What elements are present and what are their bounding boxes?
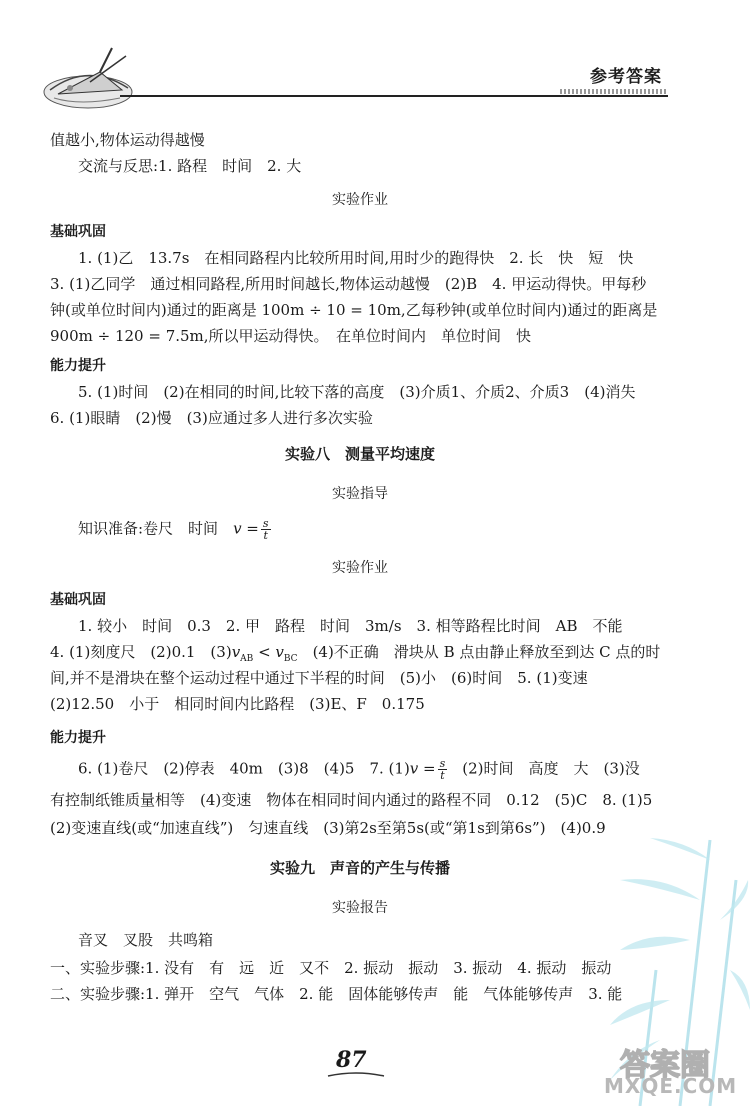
subscript: AB (240, 654, 254, 664)
subheading-guide: 实验指导 (332, 486, 388, 502)
heading-basic: 基础巩固 (50, 592, 106, 608)
text-line (50, 642, 660, 669)
text-segment: (4)不正确 滑块从 B 点由静止释放至到达 C 点的时 (297, 643, 661, 661)
heading-ability: 能力提升 (50, 730, 106, 746)
text-line: 音叉 叉股 共鸣箱 (78, 931, 214, 949)
text-line (78, 758, 640, 781)
header-rule (120, 95, 668, 97)
fraction-numerator: s (439, 757, 446, 770)
text-line: 二、实验步骤:1. 弹开 空气 气体 2. 能 固体能够传声 能 气体能够传声 3. 能 (50, 985, 623, 1003)
text-line: 5. (1)时间 (2)在相同的时间,比较下落的高度 (3)介质1、介质2、介质3 (4)消失 (78, 383, 636, 401)
text-segment: 6. (1)卷尺 (2)停表 40m (3)8 (4)5 7. (1) (78, 759, 410, 778)
text-line: 900m ÷ 120 = 7.5m,所以甲运动得快。 在单位时间内 单位时间 快 (50, 327, 532, 345)
watermark-logo-text: 答案圈 (620, 1048, 710, 1083)
fraction-denominator: t (440, 769, 445, 782)
fraction-numerator: s (262, 517, 269, 530)
formula-v: v = (233, 519, 259, 538)
page-number-swash (326, 1072, 386, 1080)
header-decor-band (560, 89, 668, 94)
fraction-s-over-t (261, 518, 271, 541)
watermark-url: MXQE.COM (604, 1074, 738, 1098)
subheading-report: 实验报告 (332, 900, 388, 916)
heading-ability: 能力提升 (50, 358, 106, 374)
text-line: 间,并不是滑块在整个运动过程中通过下半程的时间 (5)小 (6)时间 5. (1)变速 (50, 669, 588, 687)
text-line: 一、实验步骤:1. 没有 有 远 近 又不 2. 振动 振动 3. 振动 4. 振动 振动 (50, 959, 612, 977)
text-line: (2)12.50 小于 相同时间内比路程 (3)E、F 0.175 (50, 695, 425, 713)
section-title-experiment-9: 实验九 声音的产生与传播 (269, 859, 450, 877)
text-line: 钟(或单位时间内)通过的距离是 100m ÷ 10 = 10m,乙每秒钟(或单位时间内)通过的距离是 (50, 301, 658, 319)
var-v: v (275, 643, 284, 661)
text-segment: (2)时间 高度 大 (3)没 (447, 759, 640, 778)
text-line: 有控制纸锥质量相等 (4)变速 物体在相同时间内通过的路程不同 0.12 (5)C 8. (1)5 (50, 791, 653, 809)
var-v: v (231, 643, 241, 661)
text-line: 交流与反思:1. 路程 时间 2. 大 (78, 157, 302, 175)
subheading-experiment-homework: 实验作业 (332, 192, 388, 208)
text-line: 6. (1)眼睛 (2)慢 (3)应通过多人进行多次实验 (50, 409, 373, 427)
text-line: 3. (1)乙同学 通过相同路程,所用时间越长,物体运动越慢 (2)B 4. 甲运动得快。甲每秒 (50, 275, 647, 293)
heading-basic: 基础巩固 (50, 224, 106, 240)
text-segment: 知识准备:卷尺 时间 (78, 519, 234, 538)
fraction-s-over-t (438, 758, 448, 781)
formula-v: v = (409, 759, 436, 778)
text-line: 1. 较小 时间 0.3 2. 甲 路程 时间 3m/s 3. 相等路程比时间 AB 不能 (78, 617, 623, 635)
text-line: (2)变速直线(或“加速直线”) 匀速直线 (3)第2s至第5s(或“第1s到第6s”) (4)0.9 (50, 819, 606, 837)
fraction-denominator: t (263, 529, 268, 542)
subscript: BC (283, 654, 298, 664)
subheading-experiment-homework: 实验作业 (332, 560, 388, 576)
header-title: 参考答案 (590, 67, 662, 87)
page-number: 87 (336, 1047, 367, 1073)
text-segment: 4. (1)刻度尺 (2)0.1 (3) (50, 643, 232, 661)
less-than: < (253, 643, 276, 661)
text-line: 1. (1)乙 13.7s 在相同路程内比较所用时间,用时少的跑得快 2. 长 快 短 快 (78, 249, 634, 267)
knowledge-prep-line (78, 518, 271, 541)
header-logo-illustration (40, 42, 140, 114)
text-line: 值越小,物体运动得越慢 (50, 131, 205, 149)
section-title-experiment-8: 实验八 测量平均速度 (284, 445, 435, 463)
